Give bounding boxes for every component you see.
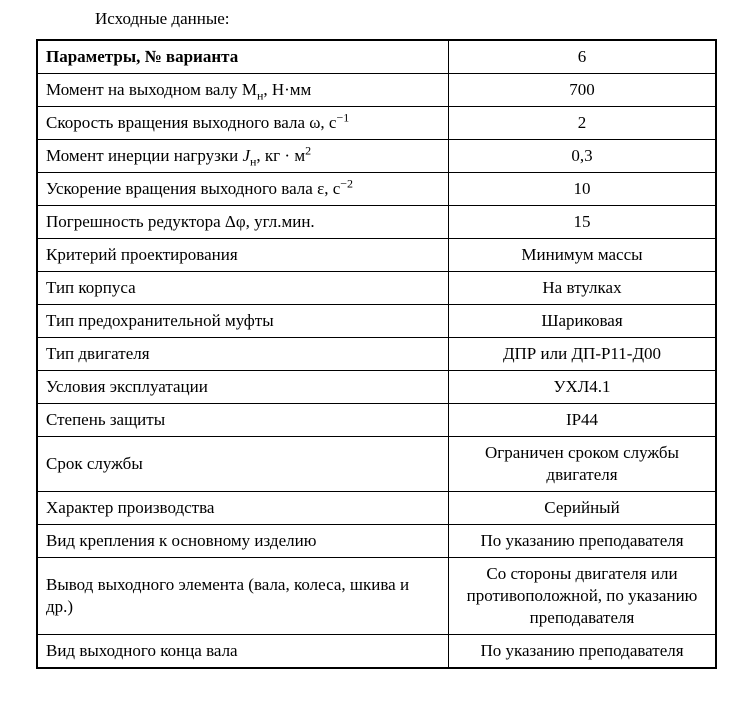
parameter-value-cell: Минимум массы: [449, 239, 717, 272]
page-title: Исходные данные:: [95, 9, 230, 28]
table-row: [37, 272, 716, 305]
parameter-label-cell: Степень защиты: [37, 404, 449, 437]
parameter-label-cell: Срок службы: [37, 437, 449, 492]
table-row: [37, 437, 716, 492]
parameter-value-cell: 6: [449, 40, 717, 74]
parameter-value-cell: 2: [449, 107, 717, 140]
parameter-label-cell: Параметры, № варианта: [37, 40, 449, 74]
parameter-value-cell: Шариковая: [449, 305, 717, 338]
parameter-label-cell: Характер производства: [37, 492, 449, 525]
table-row: [37, 173, 716, 206]
table-row: [37, 74, 716, 107]
parameter-label-cell: Вид крепления к основному изделию: [37, 525, 449, 558]
table-row: [37, 206, 716, 239]
parameter-label-cell: Момент на выходном валу $М_н$, Н·мм: [37, 74, 449, 107]
parameter-value-cell: 0,3: [449, 140, 717, 173]
table-row: [37, 40, 716, 74]
parameter-value-cell: По указанию преподавателя: [449, 525, 717, 558]
parameters-table: [36, 39, 717, 669]
table-row: [37, 492, 716, 525]
table-row: [37, 239, 716, 272]
table-body: [37, 40, 716, 668]
parameter-label-cell: Вид выходного конца вала: [37, 635, 449, 669]
table-row: [37, 404, 716, 437]
parameter-label-cell: Момент инерции нагрузки $J_н$, кг · $м^2$: [37, 140, 449, 173]
table-row: [37, 635, 716, 669]
parameter-value-cell: 15: [449, 206, 717, 239]
parameter-label-cell: Скорость вращения выходного вала ω, $с^{-1}$: [37, 107, 449, 140]
parameter-value-cell: 700: [449, 74, 717, 107]
table-row: [37, 371, 716, 404]
table-row: [37, 140, 716, 173]
table-row: [37, 558, 716, 635]
parameter-value-cell: IP44: [449, 404, 717, 437]
parameter-value-cell: На втулках: [449, 272, 717, 305]
parameter-label-cell: Тип корпуса: [37, 272, 449, 305]
parameter-label-cell: Тип двигателя: [37, 338, 449, 371]
parameter-value-cell: ДПР или ДП-Р11-Д00: [449, 338, 717, 371]
parameter-label-cell: Ускорение вращения выходного вала ε, $с^{-2}$: [37, 173, 449, 206]
parameter-label-cell: Условия эксплуатации: [37, 371, 449, 404]
table-row: [37, 338, 716, 371]
table-row: [37, 107, 716, 140]
parameter-value-cell: Серийный: [449, 492, 717, 525]
parameter-value-cell: Со стороны двигателя или противоположной, по указанию преподавателя: [449, 558, 717, 635]
parameter-value-cell: По указанию преподавателя: [449, 635, 717, 669]
parameter-value-cell: Ограничен сроком службы двигателя: [449, 437, 717, 492]
parameter-value-cell: УХЛ4.1: [449, 371, 717, 404]
parameter-label-cell: Критерий проектирования: [37, 239, 449, 272]
parameter-label-cell: Вывод выходного элемента (вала, колеса, шкива и др.): [37, 558, 449, 635]
parameter-value-cell: 10: [449, 173, 717, 206]
table-row: [37, 525, 716, 558]
parameter-label-cell: Погрешность редуктора Δφ, угл.мин.: [37, 206, 449, 239]
table-row: [37, 305, 716, 338]
parameter-label-cell: Тип предохранительной муфты: [37, 305, 449, 338]
